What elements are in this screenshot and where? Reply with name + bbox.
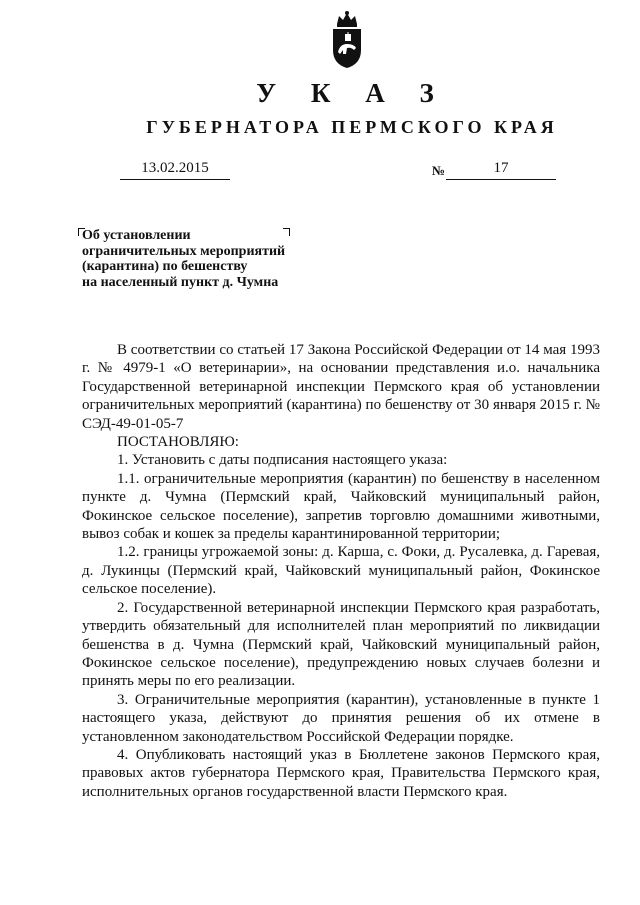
subject-line: ограничительных мероприятий	[82, 243, 286, 259]
subject-line: на населенный пункт д. Чумна	[82, 274, 279, 290]
subject-line: Об установлении	[82, 228, 191, 243]
document-date: 13.02.2015	[120, 158, 230, 180]
clause-4: 4. Опубликовать настоящий указ в Бюллетене законов Пермского края, правовых актов губернатора Пермского края, Правительства Пермского края, исполнительных органов государственной власти Пермского края.	[82, 746, 600, 800]
clause-3: 3. Ограничительные мероприятия (карантин), установленные в пункте 1 настоящего указа, действуют до принятия решения об их отмене в установленном законодательством Российской Федерации порядке.	[82, 691, 600, 745]
resolve-heading: ПОСТАНОВЛЯЮ:	[117, 434, 239, 451]
number-sign: №	[432, 163, 446, 178]
subject-line: (карантина) по бешенству	[82, 259, 248, 274]
document-number: 17	[446, 158, 556, 180]
clause-2: 2. Государственной ветеринарной инспекции Пермского края разработать, утвердить обязательный для исполнителей план мероприятий по ликвидации бешенства в д. Чумна (Пермский край, Чайковский муниципальный район, Фокинское сельское поселение), предупреждению новых случаев болезни и принять меры по его реализации.	[82, 599, 600, 690]
document-title: У К А З	[256, 78, 448, 108]
preamble-paragraph: В соответствии со статьей 17 Закона Российской Федерации от 14 мая 1993 г. № 4979-1 «О ветеринарии», на основании представления и.о. начальника Государственной ветеринарной инспекции Пермского края об установлении ограничительных мероприятий (карантина) по бешенству от 30 января 2015 г. № СЭД-49-01-05-7	[82, 342, 600, 432]
clause-1-1: 1.1. ограничительные мероприятия (карантин) по бешенству в населенном пункте д. Чумна (Пермский край, Чайковский муниципальный район, Фокинское сельское поселение), запретив торговлю домашними животными, вывоз собак и кошек за пределы карантинированной территории;	[82, 470, 600, 543]
document-body	[82, 341, 600, 801]
clause-1-2: 1.2. границы угрожаемой зоны: д. Карша, с. Фоки, д. Русалевка, д. Гаревая, д. Лукинцы (Пермский край, Чайковский муниципальный район, Фокинское сельское поселение).	[82, 544, 600, 598]
document-subject	[82, 228, 317, 290]
clause-1: 1. Установить с даты подписания настоящего указа:	[117, 452, 448, 469]
perm-krai-coat-of-arms-icon	[327, 10, 367, 70]
document-subtitle: ГУБЕРНАТОРА ПЕРМСКОГО КРАЯ	[146, 117, 558, 137]
